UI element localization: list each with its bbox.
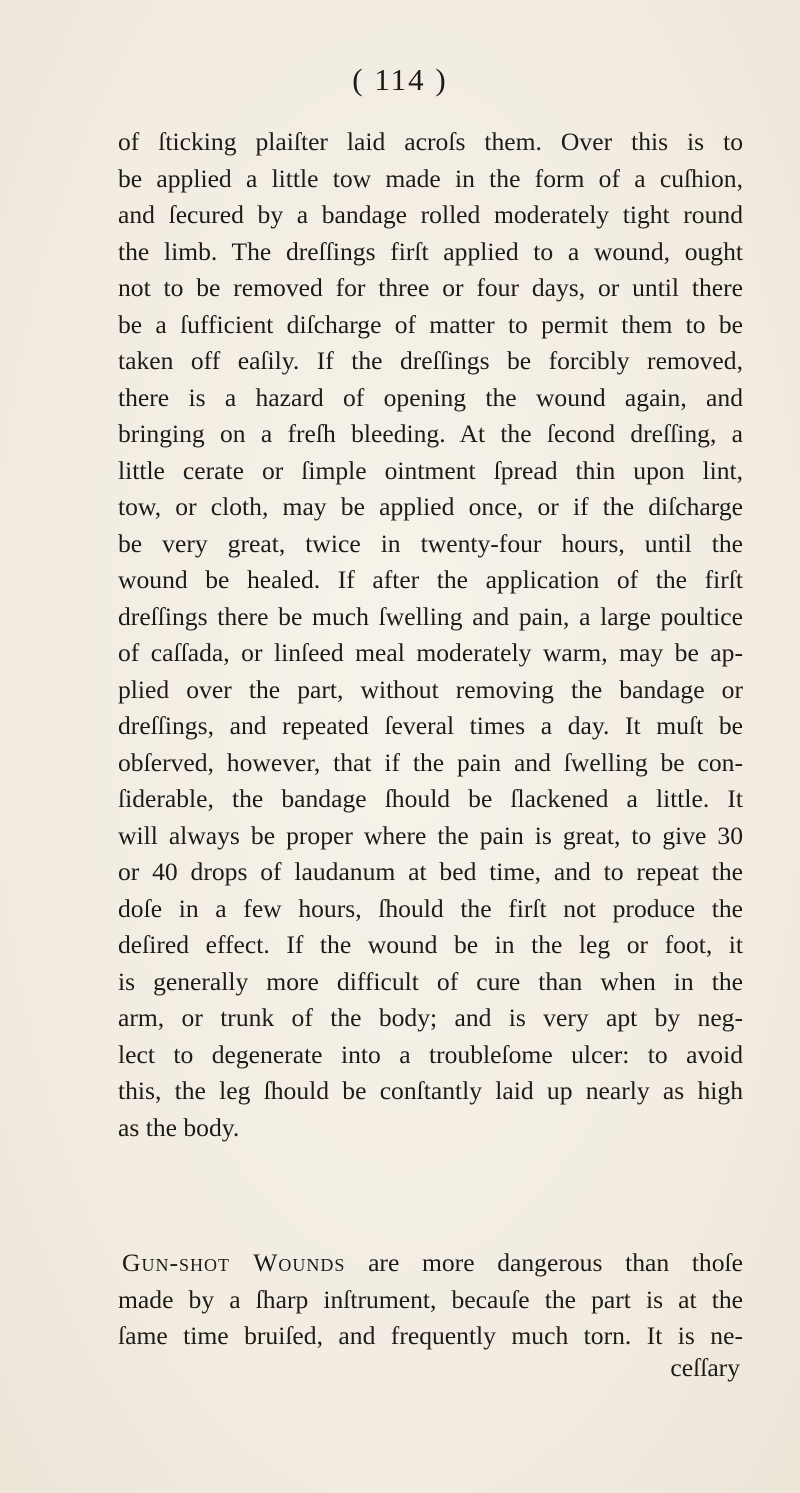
text-line: obſerved, however, that if the pain and ſwelling be con- [118, 747, 743, 777]
text-line: there is a hazard of opening the wound again, and [118, 382, 743, 412]
text-line: ſiderable, the bandage ſhould be ſlackened a little. It [118, 784, 743, 813]
catchword: ceſſary [670, 1353, 740, 1382]
text-line: of ſticking plaiſter laid acroſs them. Over this is to [118, 127, 743, 156]
section-heading: Gun-shot Wounds [122, 1248, 346, 1277]
text-line: little cerate or ſimple ointment ſpread thin upon lint, [118, 455, 743, 485]
text-line: is generally more difficult of cure than when in the [118, 966, 743, 996]
text-line: this, the leg ſhould be conſtantly laid up nearly as high [118, 1076, 743, 1105]
text-line: bringing on a freſh bleeding. At the ſecond dreſſing, a [118, 419, 743, 448]
text-line: deſired effect. If the wound be in the leg or foot, it [118, 930, 743, 959]
text-line: dreſſings, and repeated ſeveral times a day. It muſt be [118, 711, 743, 740]
text-line: the limb. The dreſſings firſt applied to a wound, ought [118, 236, 743, 266]
text-line: be very great, twice in twenty-four hours, until the [118, 528, 743, 558]
text-line [118, 1245, 743, 1282]
text-line: ſame time bruiſed, and frequently much torn. It is ne- [118, 1321, 743, 1350]
text-line: of caſſada, or linſeed meal moderately warm, may be ap- [118, 638, 743, 667]
text-line: tow, or cloth, may be applied once, or if the diſcharge [118, 492, 743, 521]
heading-continuation: are more dangerous than thoſe [368, 1248, 743, 1277]
text-line: and ſecured by a bandage rolled moderately tight round [118, 200, 743, 229]
text-line: taken off eaſily. If the dreſſings be forcibly removed, [118, 346, 743, 375]
paragraph-gun-shot-wounds [118, 1245, 743, 1355]
text-line: plied over the part, without removing the bandage or [118, 674, 743, 704]
text-line: as the body. [118, 1112, 240, 1142]
text-line: arm, or trunk of the body; and is very apt by neg- [118, 1003, 743, 1032]
text-line: dreſſings there be much ſwelling and pain, a large poultice [118, 601, 743, 631]
page-number: ( 114 ) [352, 62, 448, 97]
text-line: or 40 drops of laudanum at bed time, and to repeat the [118, 857, 743, 886]
text-line: made by a ſharp inſtrument, becauſe the part is at the [118, 1284, 743, 1314]
text-line: will always be proper where the pain is great, to give 30 [118, 820, 743, 850]
paragraph-wound-dressing [118, 124, 743, 1146]
text-line: be a ſufficient diſcharge of matter to permit them to be [118, 309, 743, 339]
text-line: wound be healed. If after the application of the firſt [118, 565, 743, 594]
text-line: lect to degenerate into a troubleſome ulcer: to avoid [118, 1039, 743, 1069]
text-line: doſe in a few hours, ſhould the firſt not produce the [118, 893, 743, 923]
text-line: not to be removed for three or four days, or until there [118, 273, 743, 302]
text-line: be applied a little tow made in the form of a cuſhion, [118, 163, 743, 193]
